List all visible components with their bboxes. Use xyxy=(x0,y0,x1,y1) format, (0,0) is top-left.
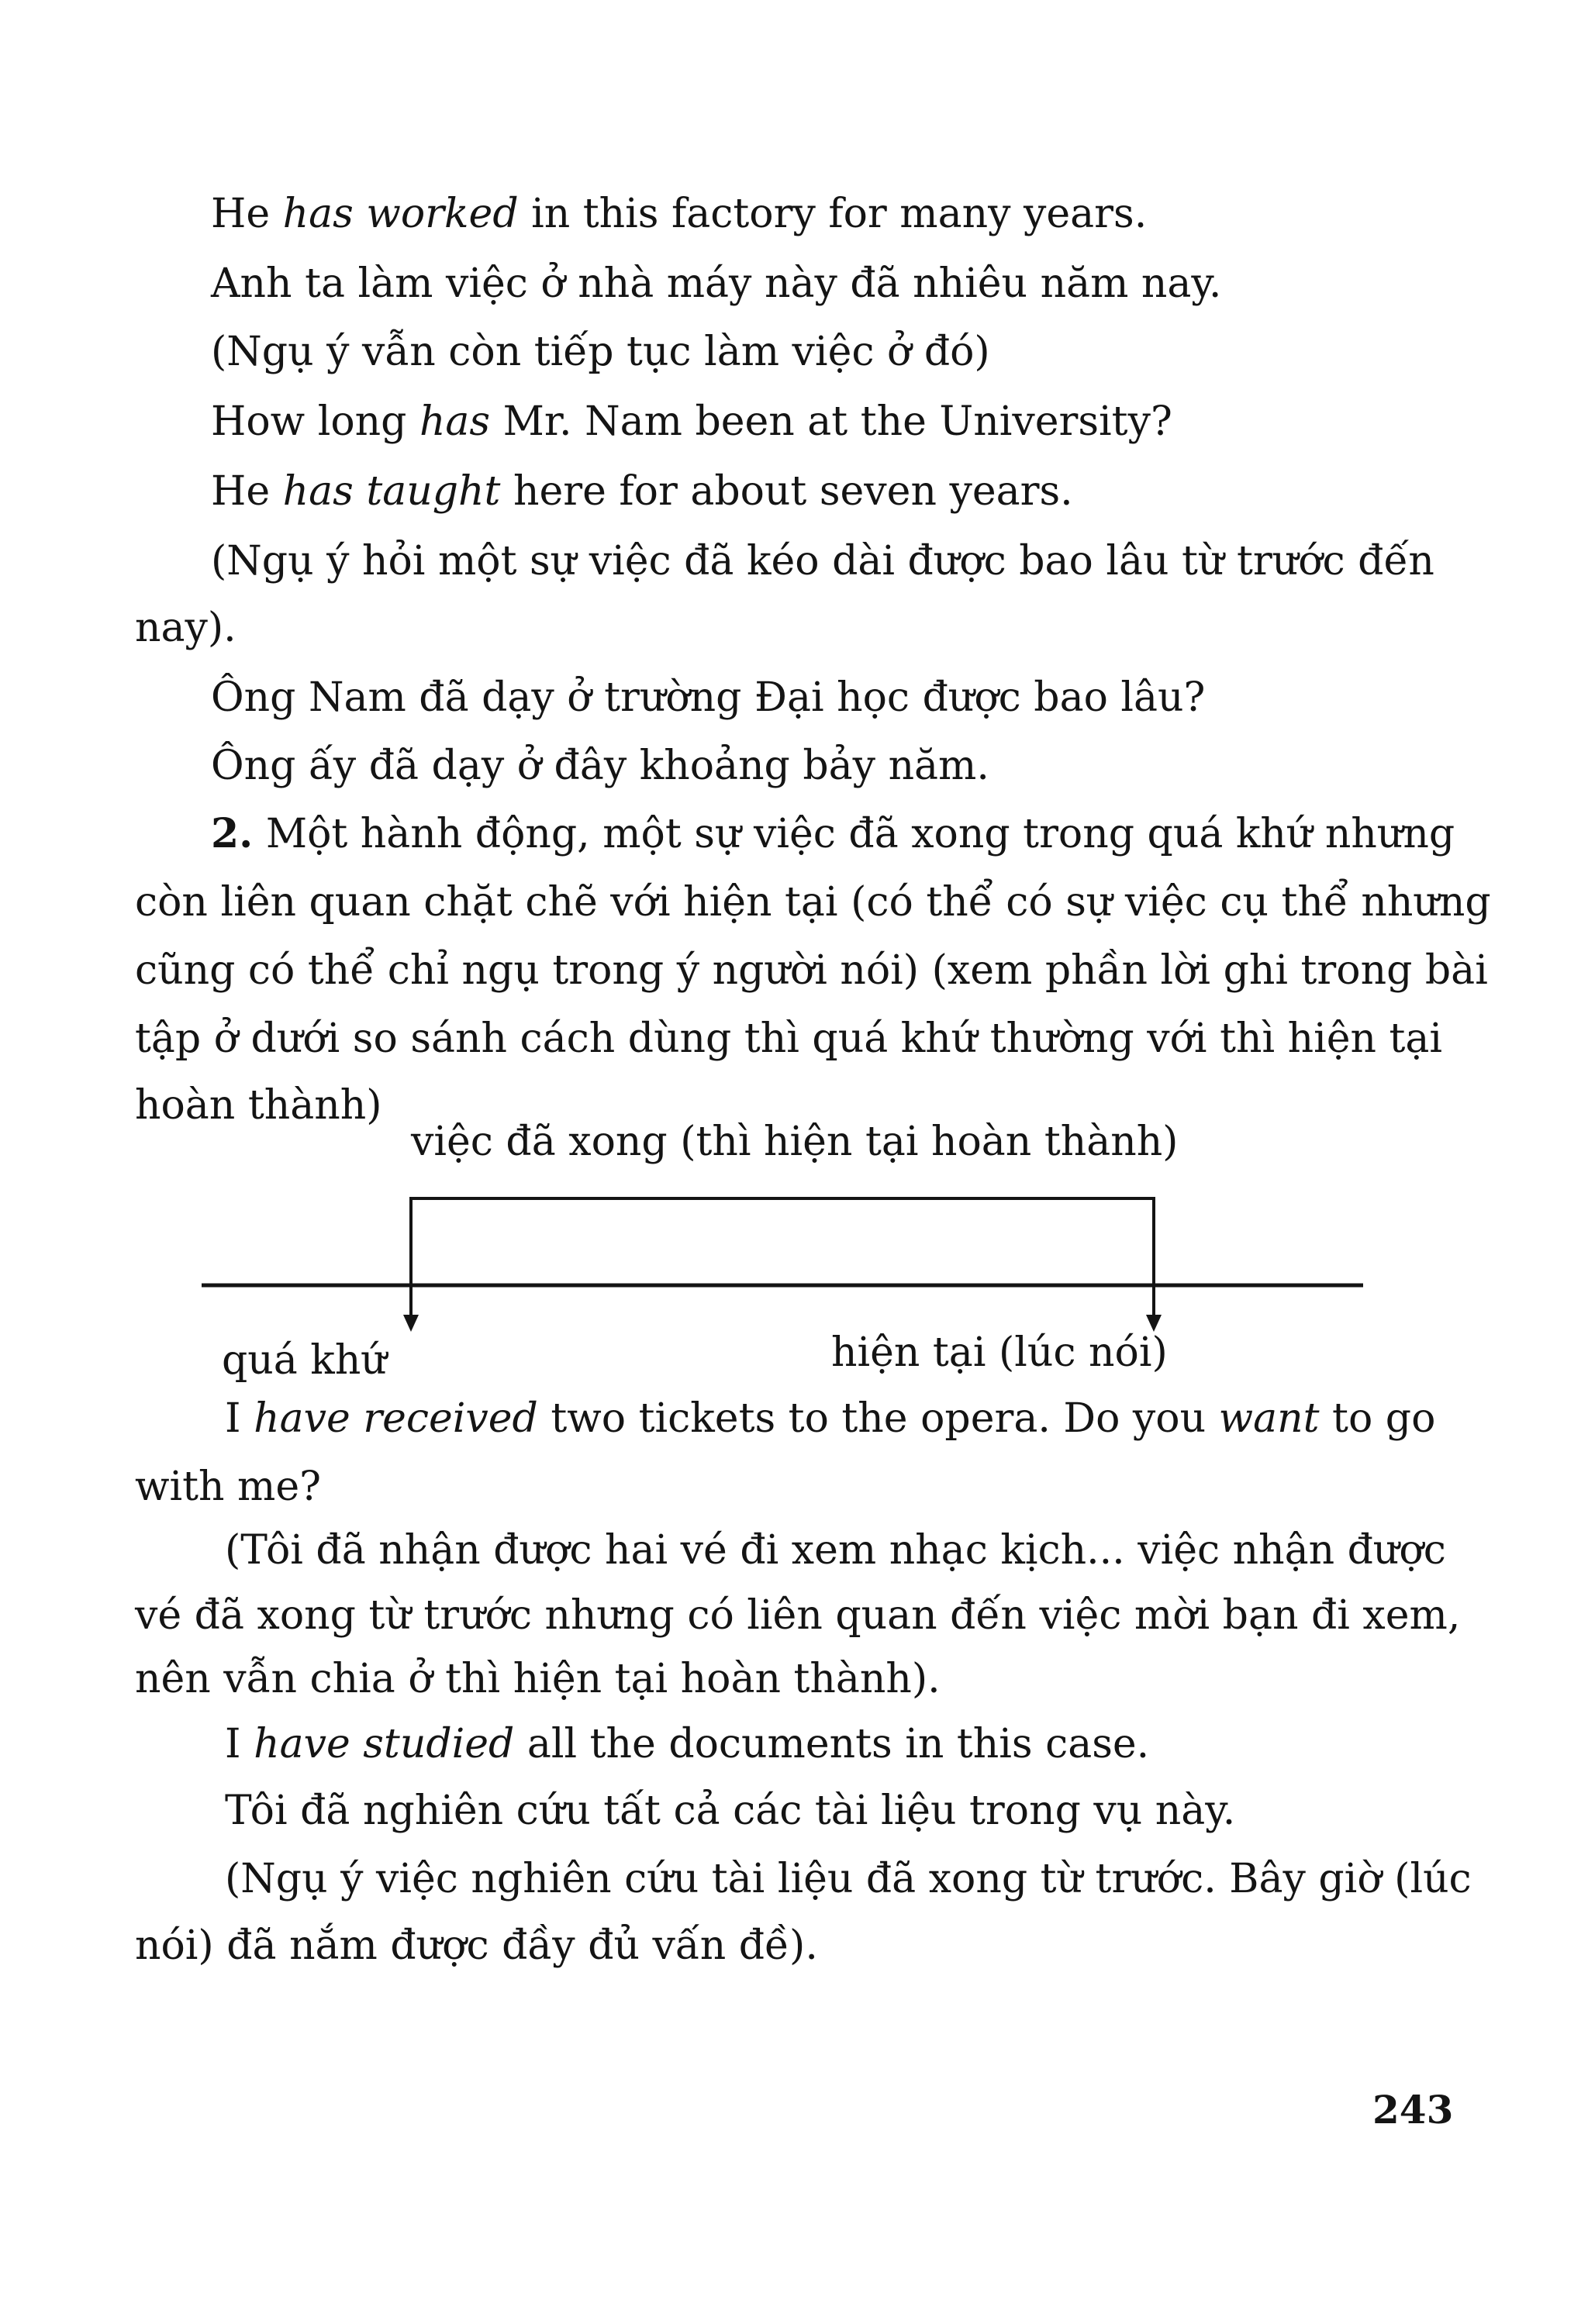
label-present: hiện tại (lúc nói) xyxy=(831,1329,1168,1376)
completed-action-bracket xyxy=(411,1198,1154,1318)
text-line-22: (Ngụ ý việc nghiên cứu tài liệu đã xong từ trước. Bây giờ (lúc xyxy=(225,1856,1472,1902)
text-line-9: Ông ấy đã dạy ở đây khoảng bảy năm. xyxy=(211,743,989,789)
text-line-12: cũng có thể chỉ ngụ trong ý người nói) (xem phần lời ghi trong bài xyxy=(135,947,1488,994)
text-line-11: còn liên quan chặt chẽ với hiện tại (có thể có sự việc cụ thể nhưng xyxy=(135,879,1491,926)
text-line-5: He has taught here for about seven years. xyxy=(211,468,1073,515)
text-line-23: nói) đã nắm được đầy đủ vấn đề). xyxy=(135,1922,818,1969)
text-line-14: hoàn thành) xyxy=(135,1082,382,1129)
text-line-6: (Ngụ ý hỏi một sự việc đã kéo dài được bao lâu từ trước đến xyxy=(211,538,1434,584)
text-line-4: How long has Mr. Nam been at the University? xyxy=(211,398,1172,445)
text-line-13: tập ở dưới so sánh cách dùng thì quá khứ thường với thì hiện tại xyxy=(135,1015,1443,1062)
text-line-15: I have received two tickets to the opera. Do you want to go xyxy=(225,1395,1436,1442)
text-line-20: I have studied all the documents in this case. xyxy=(225,1721,1150,1767)
text-line-7: nay). xyxy=(135,605,236,651)
text-line-17: (Tôi đã nhận được hai vé đi xem nhạc kịch... việc nhận được xyxy=(225,1527,1446,1574)
past-arrow-head xyxy=(403,1315,419,1332)
text-line-1: He has worked in this factory for many years. xyxy=(211,191,1148,237)
text-line-3: (Ngụ ý vẫn còn tiếp tục làm việc ở đó) xyxy=(211,329,990,375)
diagram-caption: việc đã xong (thì hiện tại hoàn thành) xyxy=(411,1119,1179,1165)
text-line-21: Tôi đã nghiên cứu tất cả các tài liệu trong vụ này. xyxy=(225,1788,1236,1834)
page-number: 243 xyxy=(1372,2087,1454,2133)
text-line-8: Ông Nam đã dạy ở trường Đại học được bao lâu? xyxy=(211,674,1206,721)
text-line-16: with me? xyxy=(135,1464,322,1510)
text-line-10: 2. Một hành động, một sự việc đã xong trong quá khứ nhưng xyxy=(211,810,1455,857)
text-line-2: Anh ta làm việc ở nhà máy này đã nhiêu năm nay. xyxy=(211,260,1222,307)
label-past: quá khứ xyxy=(222,1337,387,1384)
text-line-18: vé đã xong từ trước nhưng có liên quan đến việc mời bạn đi xem, xyxy=(135,1592,1461,1639)
text-line-19: nên vẫn chia ở thì hiện tại hoàn thành). xyxy=(135,1656,941,1702)
